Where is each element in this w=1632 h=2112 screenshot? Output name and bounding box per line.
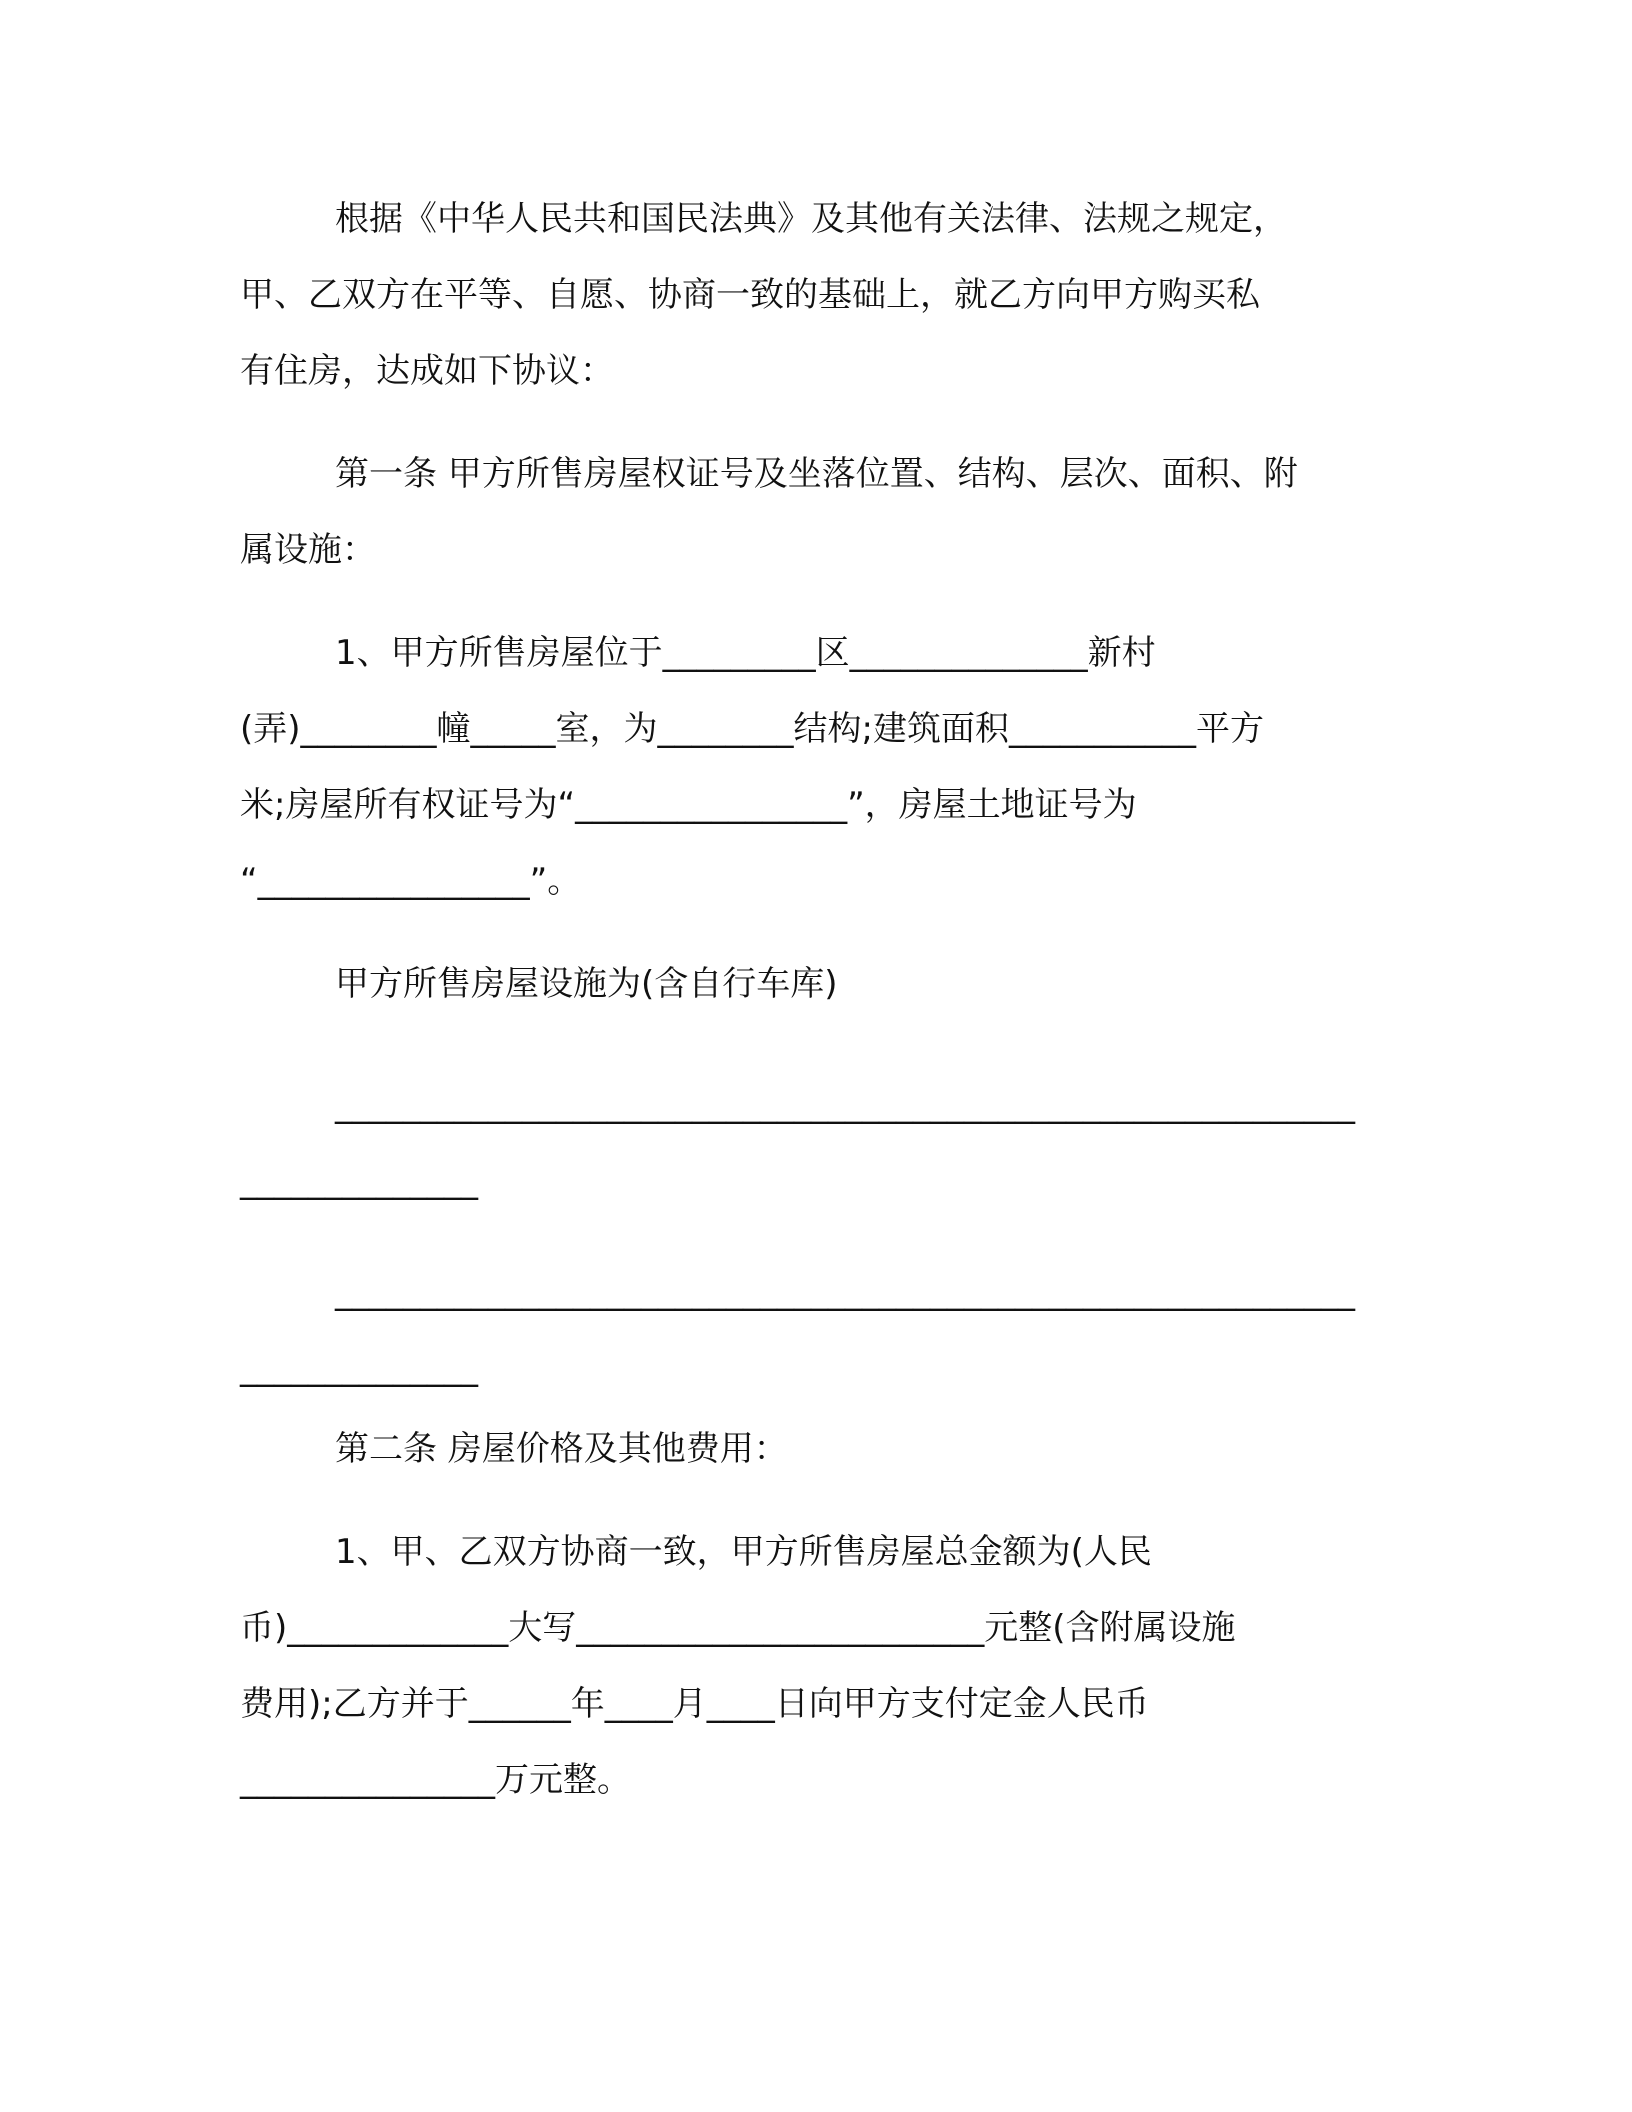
facilities-blank2-line-1: ____________________________________________________________	[335, 1272, 1355, 1312]
article1-item1-line-2: (弄)________幢_____室，为________结构;建筑面积___________平方	[240, 709, 1264, 749]
facilities-blank1-line-1: ____________________________________________________________	[335, 1085, 1355, 1125]
article1-heading-line-1: 第一条 甲方所售房屋权证号及坐落位置、结构、层次、面积、附	[335, 454, 1298, 494]
preamble-line-2: 甲、乙双方在平等、自愿、协商一致的基础上，就乙方向甲方购买私	[240, 275, 1260, 315]
article1-item1-line-3: 米;房屋所有权证号为“________________”，房屋土地证号为	[240, 785, 1137, 825]
article2-item1-line-4: _______________万元整。	[240, 1760, 631, 1800]
facilities-label: 甲方所售房屋设施为(含自行车库)	[335, 964, 838, 1004]
preamble-line-3: 有住房，达成如下协议：	[240, 351, 614, 391]
preamble-line-1: 根据《中华人民共和国民法典》及其他有关法律、法规之规定，	[335, 199, 1287, 239]
article1-heading-line-2: 属设施：	[240, 530, 376, 570]
article1-item1-line-4: “________________”。	[240, 861, 582, 901]
article2-item1-line-1: 1、甲、乙双方协商一致，甲方所售房屋总金额为(人民	[335, 1532, 1152, 1572]
facilities-blank2-line-2: ______________	[240, 1348, 478, 1388]
facilities-blank1-line-2: ______________	[240, 1161, 478, 1201]
article2-item1-line-3: 费用);乙方并于______年____月____日向甲方支付定金人民币	[240, 1684, 1149, 1724]
article2-heading: 第二条 房屋价格及其他费用：	[335, 1429, 788, 1469]
article2-item1-line-2: 币)_____________大写________________________元整(含附属设施	[240, 1608, 1236, 1648]
article1-item1-line-1: 1、甲方所售房屋位于_________区______________新村	[335, 633, 1156, 673]
